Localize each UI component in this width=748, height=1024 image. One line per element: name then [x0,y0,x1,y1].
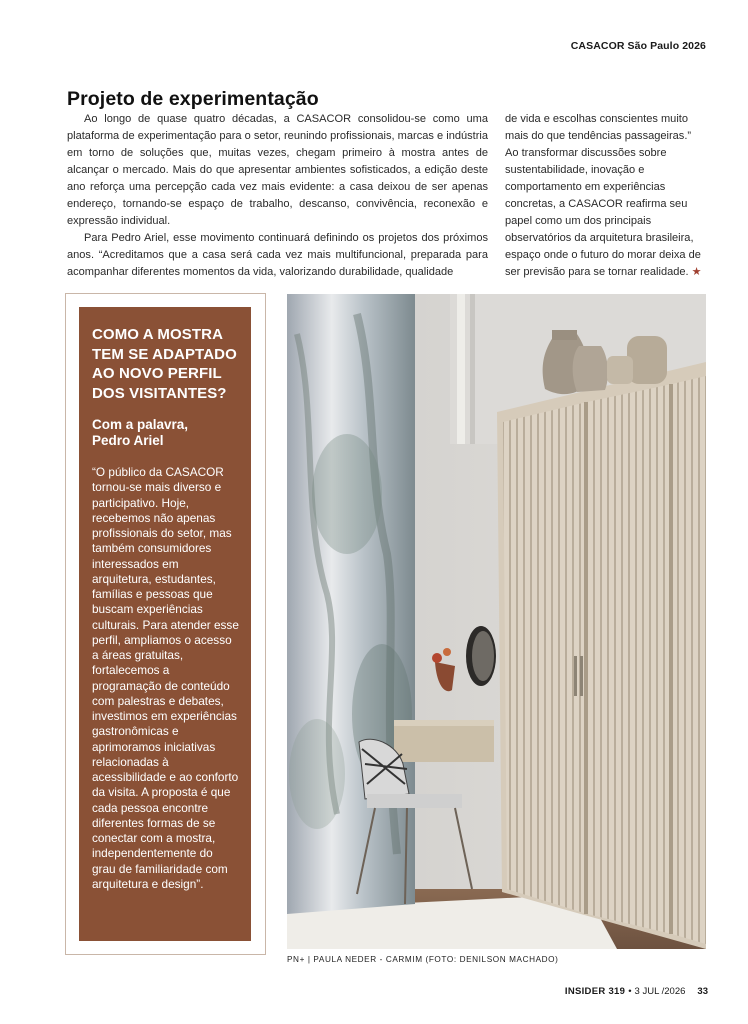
article-column-right [505,111,706,281]
page-footer [565,986,708,997]
sidebar-box [79,307,251,941]
page-number: 33 [697,986,708,997]
section-title: Projeto de experimentação [67,88,319,110]
sidebar-question: COMO A MOSTRA TEM SE ADAPTADO AO NOVO PERFIL DOS VISITANTES? [92,326,237,402]
footer-magazine: INSIDER 319 [564,986,626,997]
end-mark-star-icon: ★ [691,266,702,278]
sidebar-quote: “O público da CASACOR tornou-se mais diverso e participativo. Hoje, recebemos não apenas profissionais do setor, mas também consumidores interessados em arquitetura, estudantes, famílias e pessoas que buscam experiências culturais. Para atender esse perfil, ampliamos o acesso a áreas gratuitas, fortalecemos a programação de conteúdo com palestras e debates, investimos em experiências gastronômicas e aprimoramos iniciativas relacionadas à acessibilidade e ao conforto da visita. A proposta é que cada pessoa encontre diferentes formas de se conectar com a mostra, independentemente do grau de familiaridade com arquitetura e design”. [92,465,239,891]
article-column-left [67,111,488,281]
sidebar-byline [92,417,239,449]
article-paragraph: Ao longo de quase quatro décadas, a CASACOR consolidou-se como uma plataforma de experimentação para o setor, reunindo profissionais, marcas e indústria em torno de soluções que, muitas vezes, chegam primeiro à mostra antes de alcançar o mercado. Mais do que apresentar ambientes sofisticados, a edição deste ano reforça uma percepção cada vez mais evidente: a casa deixou de ser apenas endereço, tornando-se espaço de trabalho, descanso, convivência, reconexão e expressão individual. [67,113,488,227]
footer-date: 3 JUL /2026 [634,986,686,997]
footer-bullet: • [628,986,632,997]
article-paragraph: Para Pedro Ariel, esse movimento continuará definindo os projetos dos próximos anos. “Acreditamos que a casa será cada vez mais multifuncional, preparada para acompanhar diferentes momentos da vida, valorizando durabilidade, qualidade [67,232,488,278]
article-paragraph [505,111,706,281]
sidebar-byline-line: Com a palavra, [92,417,189,432]
interior-photo [287,294,706,949]
sidebar-byline-name: Pedro Ariel [92,433,164,448]
article-paragraph-text: de vida e escolhas conscientes muito mais do que tendências passageiras.” Ao transformar discussões sobre sustentabilidade, inovação e comportamento em experiências concretas, a CASACOR reafirma seu papel como um dos principais observatórios da arquitetura brasileira, espaço onde o futuro do morar deixa de ser previsão para se tornar realidade. [505,113,701,278]
photo-caption: PN+ | PAULA NEDER - CARMIM (FOTO: DENILSON MACHADO) [287,955,559,964]
running-header: CASACOR São Paulo 2026 [570,40,706,52]
